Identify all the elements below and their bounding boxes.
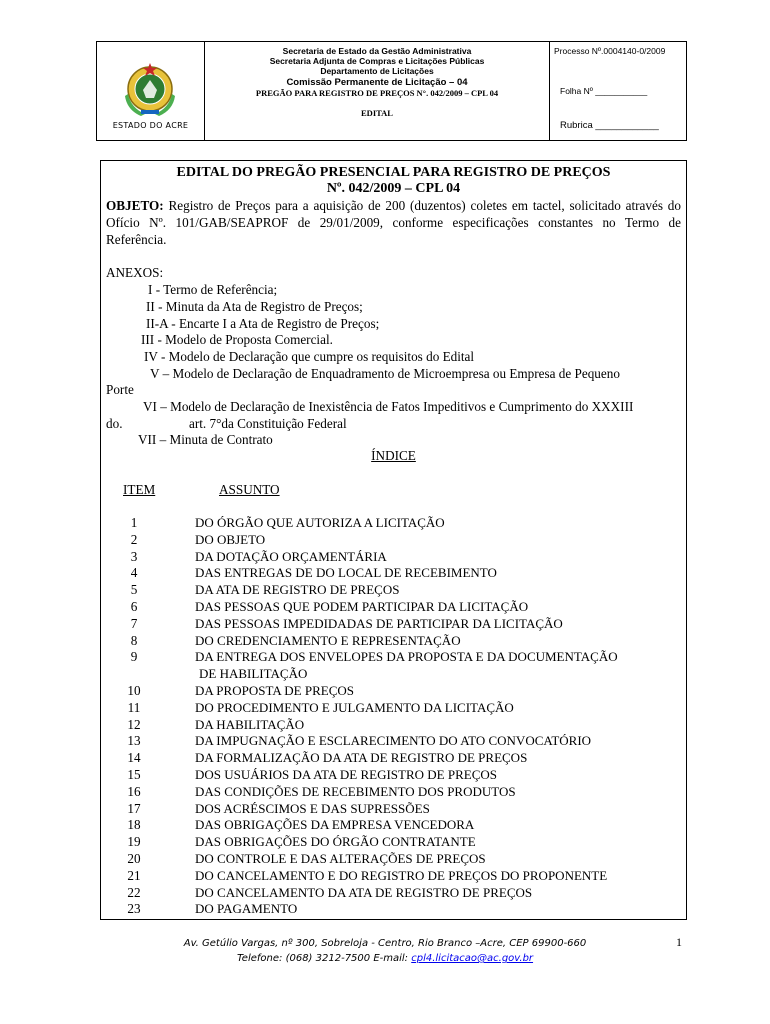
item-subject: DA FORMALIZAÇÃO DA ATA DE REGISTRO DE PREÇOS [195,750,528,766]
list-item [101,901,686,918]
item-number: 4 [130,565,138,581]
objeto-text: Registro de Preços para a aquisição de 200 (duzentos) coletes em tactel, solicitado através do Ofício Nº. 101/GAB/SEAPROF de 29/01/2009, conforme especificações constantes no Termo de Referência. [106,198,681,247]
list-item [101,868,686,885]
header-line-3: Departamento de Licitações [320,66,434,76]
folha-field: Folha Nº ___________ [560,86,648,96]
list-item [101,515,686,532]
item-subject: DOS ACRÉSCIMOS E DAS SUPRESSÕES [195,800,430,816]
header-titles [205,42,550,140]
email-link[interactable]: cpl4.licitacao@ac.gov.br [411,953,534,964]
item-number: 23 [127,901,141,917]
list-item [101,767,686,784]
item-subject: DO CANCELAMENTO E DO REGISTRO DE PREÇOS DO PROPONENTE [195,867,608,883]
anexo-5: V – Modelo de Declaração de Enquadramento de Microempresa ou Empresa de Pequeno [150,366,620,381]
item-number: 8 [130,632,138,648]
item-number: 1 [130,515,138,530]
page-number: 1 [676,935,682,949]
list-item [101,851,686,868]
item-subject: DO PAGAMENTO [195,901,298,917]
item-column-header: ITEM [123,482,156,497]
list-item [101,885,686,902]
list-item [101,616,686,633]
list-item [101,532,686,549]
item-number: 3 [130,548,138,564]
item-subject: DO CREDENCIAMENTO E REPRESENTAÇÃO [195,632,461,648]
item-subject: DO ÓRGÃO QUE AUTORIZA A LICITAÇÃO [195,515,445,530]
item-number: 5 [130,582,138,598]
logo-cell [97,42,205,140]
item-number: 16 [127,783,141,799]
header-line-2: Secretaria Adjunta de Compras e Licitações Públicas [269,56,485,66]
item-number: 18 [127,817,141,833]
list-item [101,801,686,818]
item-number: 20 [127,850,141,866]
anexo-1: I - Termo de Referência; [148,282,278,297]
list-item [101,565,686,582]
item-number: 19 [127,834,141,850]
item-subject: DO CANCELAMENTO DA ATA DE REGISTRO DE PREÇOS [195,884,533,900]
item-number: 17 [127,800,141,816]
list-item [101,633,686,650]
item-number: 2 [130,531,138,547]
item-number: 13 [127,733,141,749]
header-pregao: PREGÃO PARA REGISTRO DE PREÇOS N°. 042/2009 – CPL 04 [255,88,499,98]
list-item [101,817,686,834]
item-subject: DAS CONDIÇÕES DE RECEBIMENTO DOS PRODUTOS [195,783,516,799]
document-header [96,41,687,141]
anexo-2: II - Minuta da Ata de Registro de Preços; [146,299,363,314]
header-process-cell [550,42,686,140]
anexo-2a: II-A - Encarte I a Ata de Registro de Preços; [146,316,380,331]
indice-heading: ÍNDICE [371,448,416,463]
list-item [101,599,686,616]
list-item [101,784,686,801]
index-list [101,515,686,918]
item-subject: DAS ENTREGAS DE DO LOCAL DE RECEBIMENTO [195,565,497,581]
list-item [101,683,686,700]
list-item [101,700,686,717]
list-item [101,549,686,566]
item-subject: DO CONTROLE E DAS ALTERAÇÕES DE PREÇOS [195,850,486,866]
assunto-column-header: ASSUNTO [219,482,280,497]
document-body [100,160,687,920]
item-subject: DOS USUÁRIOS DA ATA DE REGISTRO DE PREÇOS [195,766,497,782]
rubrica-field: Rubrica ____________ [560,120,659,131]
objeto-paragraph [106,198,681,248]
item-subject: DA IMPUGNAÇÃO E ESCLARECIMENTO DO ATO CONVOCATÓRIO [195,733,592,749]
item-number: 6 [130,598,138,614]
page-footer [0,936,770,966]
header-line-1: Secretaria de Estado da Gestão Administrativa [282,46,472,56]
item-subject: DA DOTAÇÃO ORÇAMENTÁRIA [195,548,387,564]
footer-address: Av. Getúlio Vargas, nº 300, Sobreloja - Centro, Rio Branco –Acre, CEP 69900-660 [183,938,587,949]
anexo-7: VII – Minuta de Contrato [138,432,273,447]
item-subject: DA ATA DE REGISTRO DE PREÇOS [195,582,400,598]
item-subject: DAS PESSOAS IMPEDIDADAS DE PARTICIPAR DA LICITAÇÃO [195,615,563,631]
title-line-2: Nº. 042/2009 – CPL 04 [326,181,461,196]
anexo-6: VI – Modelo de Declaração de Inexistência de Fatos Impeditivos e Cumprimento do XXXIII [143,399,634,414]
item-number: 9 [130,649,138,665]
item-number: 12 [127,716,141,732]
item-subject: DO PROCEDIMENTO E JULGAMENTO DA LICITAÇÃO [195,699,514,715]
list-item [101,649,686,683]
item-subject: DA PROPOSTA DE PREÇOS [195,682,354,698]
anexo-6-cont-2: art. 7°da Constituição Federal [189,416,347,431]
header-comissao: Comissão Permanente de Licitação – 04 [286,77,468,88]
item-subject: DO OBJETO [195,531,266,547]
anexo-6-cont: do. [106,416,123,431]
list-item [101,582,686,599]
list-item [101,750,686,767]
state-name: ESTADO DO ACRE [112,121,189,130]
anexo-4: IV - Modelo de Declaração que cumpre os requisitos do Edital [144,349,475,364]
item-subject: DA ENTREGA DOS ENVELOPES DA PROPOSTA E DA DOCUMENTAÇÃO [195,649,618,665]
footer-phone: Telefone: (068) 3212-7500 E-mail: [236,953,412,964]
list-item [101,717,686,734]
item-subject: DAS PESSOAS QUE PODEM PARTICIPAR DA LICITAÇÃO [195,598,529,614]
item-number: 15 [127,766,141,782]
objeto-label: OBJETO: [106,198,164,213]
process-number: Processo Nº.0004140-0/2009 [554,46,666,56]
anexo-3: III - Modelo de Proposta Comercial. [141,332,333,347]
anexo-5-cont: Porte [106,382,134,397]
item-number: 14 [127,750,141,766]
item-subject-cont: DE HABILITAÇÃO [199,666,308,682]
item-number: 22 [127,884,141,900]
document-title [101,165,686,197]
item-subject: DAS OBRIGAÇÕES DA EMPRESA VENCEDORA [195,817,475,833]
list-item [101,834,686,851]
item-subject: DA HABILITAÇÃO [195,716,305,732]
anexos-label: ANEXOS: [106,265,164,280]
item-number: 11 [127,699,141,715]
item-number: 7 [130,615,138,631]
item-number: 21 [127,867,141,883]
item-number: 10 [127,682,141,698]
item-subject: DAS OBRIGAÇÕES DO ÓRGÃO CONTRATANTE [195,834,476,850]
header-edital: EDITAL [361,108,393,118]
title-line-1: EDITAL DO PREGÃO PRESENCIAL PARA REGISTRO DE PREÇOS [176,165,611,180]
state-seal-icon [121,60,179,118]
list-item [101,733,686,750]
footer-contact [0,951,770,966]
